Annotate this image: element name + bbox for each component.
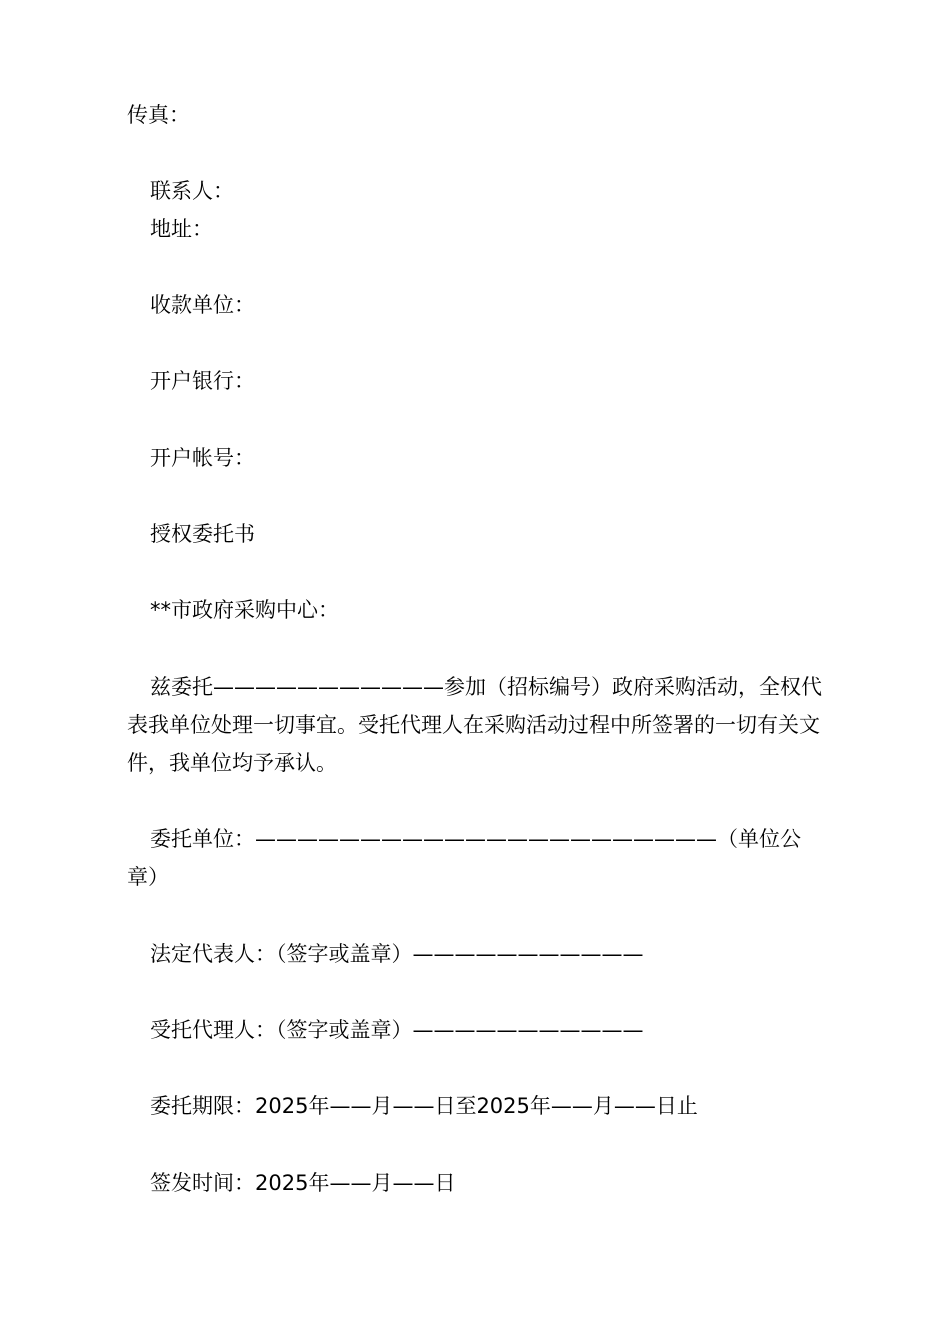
issue-date-line: 签发时间：2025年——月——日: [150, 1171, 456, 1195]
addressee-line: **市政府采购中心：: [150, 598, 339, 622]
address-line: 地址：: [150, 217, 213, 241]
account-line: 开户帐号：: [150, 446, 255, 470]
fax-line: 传真：: [127, 103, 190, 127]
payee-line: 收款单位：: [150, 293, 255, 317]
bank-line: 开户银行：: [150, 369, 255, 393]
entrusting-unit-line: 委托单位：——————————————————————（单位公章）: [127, 827, 801, 889]
period-line: 委托期限：2025年——月——日至2025年——月——日止: [150, 1094, 698, 1118]
contact-line: 联系人：: [150, 179, 234, 203]
legal-representative-line: 法定代表人：（签字或盖章）———————————: [150, 942, 644, 966]
authorization-body: 兹委托———————————参加（招标编号）政府采购活动，全权代表我单位处理一切事宜。受托代理人在采购活动过程中所签署的一切有关文件，我单位均予承认。: [127, 675, 822, 775]
agent-line: 受托代理人：（签字或盖章）———————————: [150, 1018, 644, 1042]
document-title: 授权委托书: [150, 522, 255, 546]
